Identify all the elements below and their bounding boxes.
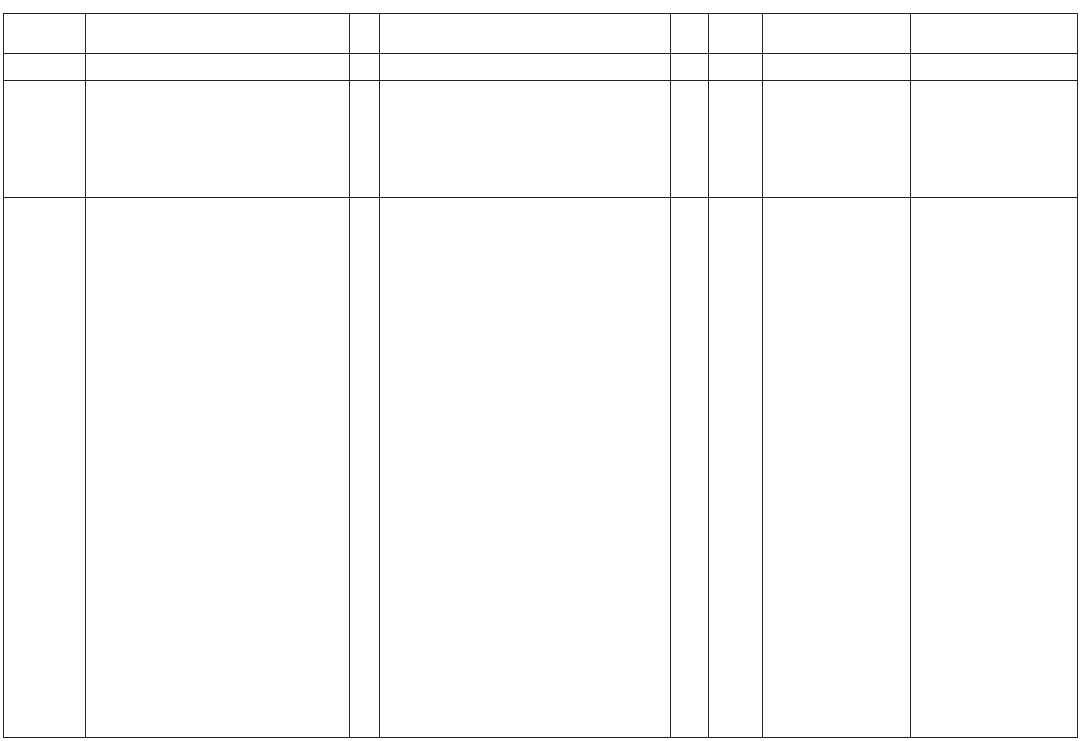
section-rule xyxy=(4,80,1077,81)
col-rule xyxy=(762,14,763,737)
col-rule xyxy=(85,14,86,737)
col-rule xyxy=(349,14,350,737)
col-rule xyxy=(379,14,380,737)
col-rule xyxy=(670,14,671,737)
admission-table xyxy=(3,13,1078,738)
header-rule xyxy=(4,53,1077,54)
section-rule xyxy=(4,197,1077,198)
col-rule xyxy=(910,14,911,737)
col-rule xyxy=(708,14,709,737)
